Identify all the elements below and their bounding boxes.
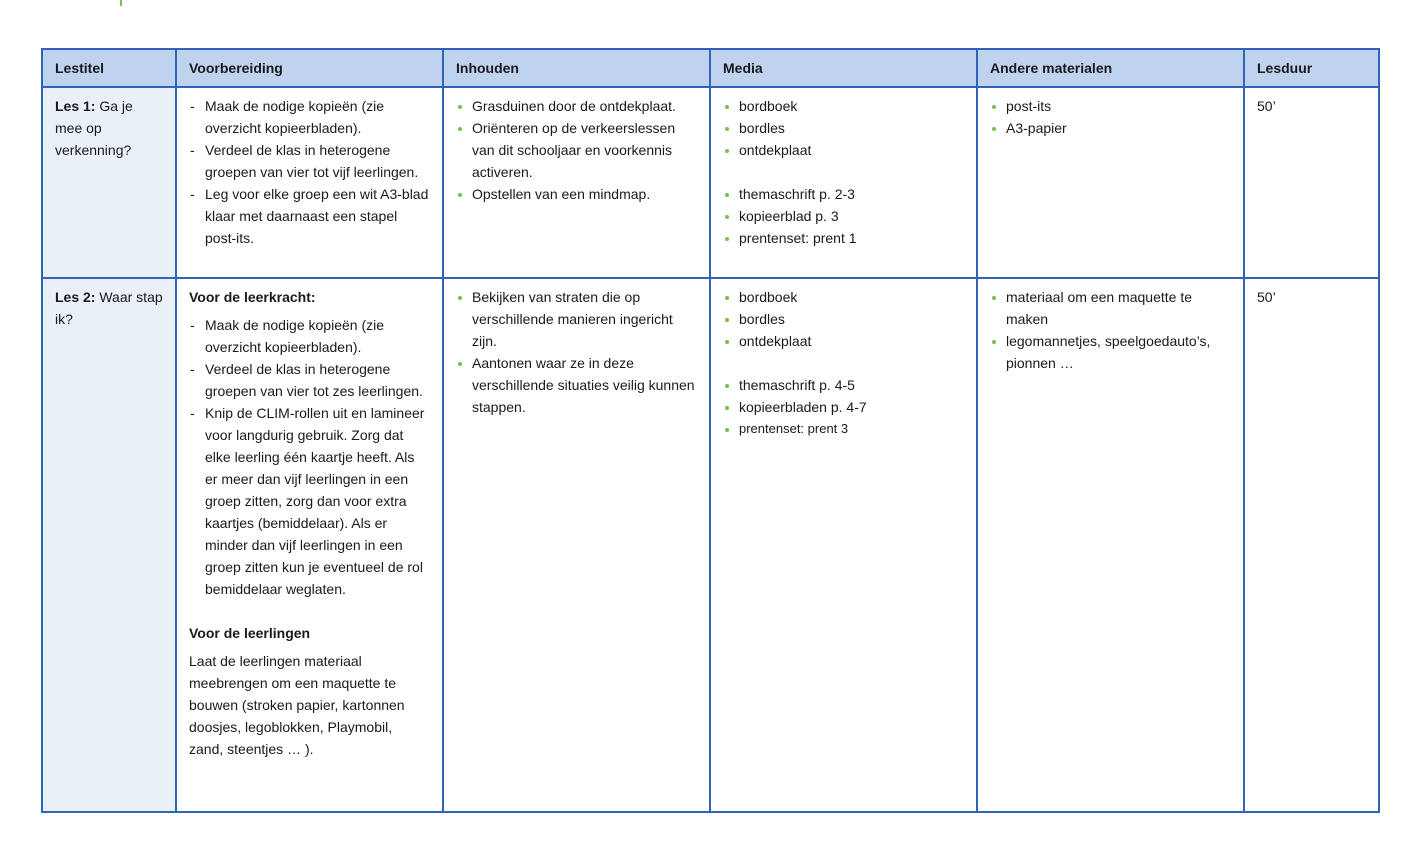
andere-materialen-cell	[977, 278, 1244, 812]
list-item: legomannetjes, speelgoedauto’s, pionnen …	[990, 330, 1231, 374]
list-spacer	[723, 352, 964, 374]
media-cell	[710, 278, 977, 812]
header-lesduur: Lesduur	[1244, 49, 1379, 87]
inhouden-cell	[443, 278, 710, 812]
media-digital-list	[723, 286, 964, 352]
voorbereiding-cell	[176, 278, 443, 812]
leerlingen-heading: Voor de leerlingen	[189, 625, 311, 641]
list-item: bordboek	[723, 286, 964, 308]
list-spacer	[723, 161, 964, 183]
list-item: ontdekplaat	[723, 330, 964, 352]
voorbereiding-list	[189, 314, 430, 600]
list-item: Bekijken van straten die op verschillende manieren ingericht zijn.	[456, 286, 697, 352]
header-inhouden: Inhouden	[443, 49, 710, 87]
andere-materialen-list	[990, 95, 1231, 139]
list-item: kopieerblad p. 3	[723, 205, 964, 227]
list-item: kopieerbladen p. 4-7	[723, 396, 964, 418]
list-item: - Verdeel de klas in heterogene groepen van vier tot vijf leerlingen.	[189, 139, 430, 183]
les-number: Les 2:	[55, 289, 96, 305]
list-item: bordles	[723, 117, 964, 139]
lesson-overview-table	[41, 48, 1380, 813]
list-item: ontdekplaat	[723, 139, 964, 161]
les-number: Les 1:	[55, 98, 96, 114]
list-item: post-its	[990, 95, 1231, 117]
list-item: - Maak de nodige kopieën (zie overzicht kopieerbladen).	[189, 95, 430, 139]
inhouden-cell	[443, 87, 710, 278]
list-item: themaschrift p. 2-3	[723, 183, 964, 205]
les-title: Ga je mee op verkenning?	[55, 98, 133, 158]
list-item: - Maak de nodige kopieën (zie overzicht kopieerbladen).	[189, 314, 430, 358]
media-digital-list	[723, 95, 964, 161]
header-andere-materialen: Andere materialen	[977, 49, 1244, 87]
list-item: materiaal om een maquette te maken	[990, 286, 1231, 330]
lesduur-cell: 50’	[1244, 278, 1379, 812]
leerkracht-heading: Voor de leerkracht:	[189, 289, 316, 305]
header-lestitel: Lestitel	[42, 49, 176, 87]
lestitel-cell	[42, 87, 176, 278]
inhouden-list	[456, 286, 697, 418]
page-corner-mark	[120, 0, 122, 6]
list-item: themaschrift p. 4-5	[723, 374, 964, 396]
voorbereiding-cell	[176, 87, 443, 278]
list-item: A3-papier	[990, 117, 1231, 139]
andere-materialen-cell	[977, 87, 1244, 278]
list-item: prentenset: prent 3	[723, 418, 964, 440]
list-item: Aantonen waar ze in deze verschillende situaties veilig kunnen stappen.	[456, 352, 697, 418]
header-media: Media	[710, 49, 977, 87]
media-print-list	[723, 183, 964, 249]
list-item: prentenset: prent 1	[723, 227, 964, 249]
list-item: - Verdeel de klas in heterogene groepen van vier tot zes leerlingen.	[189, 358, 430, 402]
lestitel-cell	[42, 278, 176, 812]
list-item: bordboek	[723, 95, 964, 117]
leerlingen-text: Laat de leerlingen materiaal meebrengen om een maquette te bouwen (stroken papier, kartonnen doosjes, legoblokken, Playmobil, zand, steentjes … ).	[189, 653, 405, 757]
list-item: - Leg voor elke groep een wit A3-blad klaar met daarnaast een stapel post-its.	[189, 183, 430, 249]
list-item: Grasduinen door de ontdekplaat.	[456, 95, 697, 117]
table-header-row	[42, 49, 1379, 87]
list-item: bordles	[723, 308, 964, 330]
media-print-list	[723, 374, 964, 440]
table-row-les-2	[42, 278, 1379, 812]
andere-materialen-list	[990, 286, 1231, 374]
list-item: - Knip de CLIM-rollen uit en lamineer voor langdurig gebruik. Zorg dat elke leerling één kaartje heeft. Als er meer dan vijf leerlingen in een groep zitten, zorg dan voor extra kaartjes (bemiddelaar). Als er minder dan vijf leerlingen in een groep zitten kun je eventueel de rol bemiddelaar weglaten.	[189, 402, 430, 600]
header-voorbereiding: Voorbereiding	[176, 49, 443, 87]
voorbereiding-list	[189, 95, 430, 249]
list-item: Opstellen van een mindmap.	[456, 183, 697, 205]
inhouden-list	[456, 95, 697, 205]
les-title: Waar stap ik?	[55, 289, 163, 327]
lesduur-cell: 50’	[1244, 87, 1379, 278]
list-item: Oriënteren op de verkeerslessen van dit schooljaar en voorkennis activeren.	[456, 117, 697, 183]
media-cell	[710, 87, 977, 278]
table-row-les-1	[42, 87, 1379, 278]
